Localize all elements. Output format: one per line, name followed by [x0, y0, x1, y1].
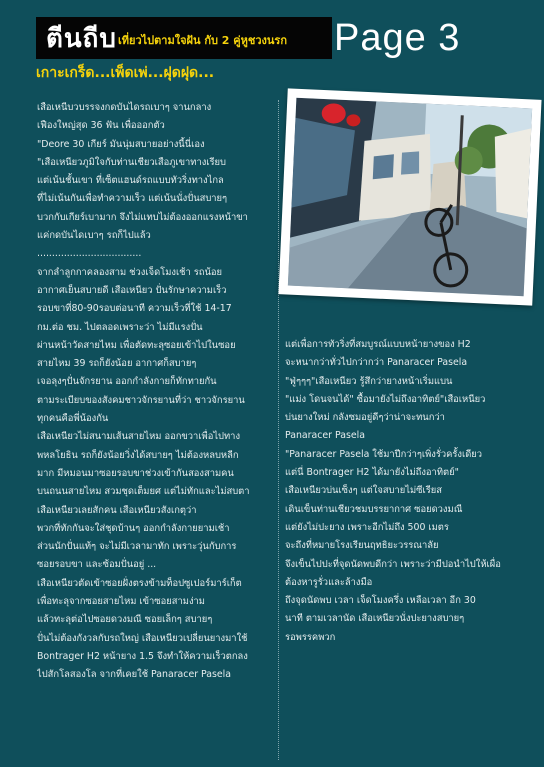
article-text-line: เสือเหนียวเลยสักคน เสือเหนียวสังเกตุว่า: [37, 504, 197, 516]
article-text-line: นาที ตามเวลานัด เสือเหนียวนั่งปะยางสบายๆ: [285, 613, 465, 625]
article-text-line: จากลำลูกกาคลองสาม ช่วงเจ็ดโมงเช้า รถน้อย: [37, 266, 223, 278]
article-text-line: พหลโยธิน รถก็ยังน้อยวิ่งได้สบายๆ ไม่ต้องหลบหลีก: [37, 449, 239, 461]
article-text-line: เสือเหนียวตัดเข้าซอยฝั่งตรงข้ามท็อปซูเปอร์มาร์เก็ต: [37, 577, 242, 589]
street-photo-illustration: [288, 98, 532, 297]
article-text-line: "ฟู่ๆๆๆ"เสือเหนียว รู้สึกว่ายางหน้าเริ่มแบน: [285, 375, 453, 387]
article-text-line: ตามระเบียบของสังคมชาวจักรยานที่ว่า ชาวจักรยาน: [37, 394, 245, 406]
article-text-line: แล้วทะลุต่อไปซอยดวงมณี ซอยเล็กๆ สบายๆ: [37, 614, 213, 626]
article-text-line: เพื่อทะลุจากซอยสายไหม เข้าซอยสามง่าม: [37, 596, 205, 608]
article-text-line: ...................................: [37, 248, 142, 260]
page-subtitle: เที่ยวไปตามใจฝัน กับ 2 คู่หูชวงนรก: [118, 34, 287, 47]
column-divider: [278, 100, 279, 760]
article-text-line: Bontrager H2 หน้ายาง 1.5 จึงทำให้ความเร็วตกลง: [37, 650, 248, 662]
article-text-line: แต่ยังไม่ปะยาง เพราะอีกไม่ถึง 500 เมตร: [285, 521, 449, 533]
article-text-line: เดินเข็นท่านเชียวชมบรรยากาศ ซอยดวงมณี: [285, 503, 463, 515]
article-right-column: [285, 336, 520, 647]
article-text-line: เสือเหนียวบ่นเซ็งๆ แต่ใจสบายไม่ซีเรียส: [285, 485, 442, 497]
page-number-label: Page 3: [334, 17, 461, 59]
article-text-line: บ่นยางใหม่ กลังซมอยู่ดีๆว่าน่าจะทนกว่า: [285, 412, 445, 424]
article-text-line: มาก มีหมอนมาซอยรอบขาช่วงเข้ากันสองสามคน: [37, 467, 234, 479]
article-text-line: แต่เน้นชั้นเขา ที่เซ็ตแฮนด์รถแบบทัวริ่งทางไกล: [37, 175, 224, 187]
article-text-line: จะหนากว่าทั่วไปกว่ากว่า Panaracer Pasela: [285, 357, 468, 369]
article-text-line: ผ่านหน้าวัดสายไหม เพื่อตัดทะลุซอยเข้าไปในซอย: [37, 339, 236, 351]
article-text-line: ส่วนนักปั่นแท้ๆ จะไม่มีเวลามาทัก เพราะวุ่นกับการ: [37, 541, 237, 553]
article-text-line: สายไหม 39 รถก็ยังน้อย อากาศก็สบายๆ: [37, 358, 197, 370]
article-text-line: เสือเหนียวไม่สนามเส้นสายไหม ออกขวาเพื่อไปทาง: [37, 431, 241, 443]
article-text-line: แต่เพื่อการทัวริ่งที่สมบูรณ์แบบหน้ายางของ H2: [285, 339, 471, 350]
photo-frame: [278, 88, 541, 305]
article-left-column: [37, 99, 271, 685]
article-text-line: ซอยรอบขา และซ้อมปั่นอยู่ ...: [37, 559, 157, 571]
article-text-line: บวกกับเกียร์เบามาก จึงไม่แทบไม่ต้องออกแรงหน้าขา: [37, 211, 248, 223]
article-text-line: อากาศเย็นสบายดี เสือเหนียว ปั่นรักษาความเร็ว: [37, 284, 227, 296]
article-text-line: ปั่นไม่ต้องกังวลกับรถใหญ่ เสือเหนียวเปลี่ยนยางมาใช้: [37, 632, 248, 644]
article-text-line: แต่นี่ Bontrager H2 ได้มายังไม่ถึงอาทิตย์": [285, 467, 459, 479]
street-photo-icon: [288, 98, 532, 297]
article-tagline: เกาะเกร็ด...เพ็ดเพ่...ฝุดฝุด...: [36, 65, 215, 81]
article-text-line: "เสือเหนียวภูมิใจกับท่านเชียวเสือภูเขาทางเรียบ: [37, 156, 226, 168]
article-text-line: เสือเหนีบวบรรจงกดบันไดรถเบาๆ จานกลาง: [37, 102, 212, 113]
article-text-line: "Panaracer Pasela ใช้มาปีกว่าๆเพิ่งรั่วครั้งเดียว: [285, 448, 483, 460]
article-text-line: จะถึงที่หมายโรงเรียนฤทธิยะวรรณาลัย: [285, 540, 439, 552]
article-text-line: ถึงจุดนัดพบ เวลา เจ็ดโมงครึ่ง เหลือเวลา อีก 30: [285, 595, 476, 607]
article-text-line: บนถนนสายไหม สวมชุดเต็มยศ แต่ไม่ทักและไม่สบตา: [37, 486, 250, 498]
article-text-line: Panaracer Pasela: [285, 430, 365, 442]
page-title: ตีนถีบ: [46, 24, 117, 54]
article-text-line: พวกที่ทักกันจะใส่ชุดบ้านๆ ออกกำลังกายยามเช้า: [37, 522, 230, 534]
article-text-line: เจอลุงๆปั่นจักรยาน ออกกำลังกายก็ทักทายกัน: [37, 376, 217, 388]
article-text-line: ที่ไม่เน้นกันเพื่อทำความเร็ว แต่เน้นนั่งปั่นสบายๆ: [37, 193, 228, 205]
article-text-line: รอบขาที่80-90รอบต่อนาที ความเร็วที่ใช้ 14-17: [37, 303, 232, 315]
article-text-line: แค่กดบันไดเบาๆ รถก็ไปแล้ว: [37, 230, 151, 242]
article-text-line: จึงเข็นไปปะที่จุดนัดพบดีกว่า เพราะว่ามีปอนำไปให้เผื่อ: [285, 558, 501, 570]
article-text-line: รอพรรคพวก: [285, 631, 336, 643]
article-text-line: ทุกคนคือพี่น้องกัน: [37, 413, 109, 425]
article-text-line: กม.ต่อ ชม. ไปตลอดเพราะว่า ไม่มีแรงปั่น: [37, 321, 203, 333]
article-text-line: ไปสักโลสองโล จากที่เคยใช้ Panaracer Pasela: [37, 669, 232, 681]
article-text-line: "Deore 30 เกียร์ มันนุ่มสบายอย่างนี้นี่เอง: [37, 138, 205, 150]
article-text-line: "แม่ง โดนจนได้" ซื้อมายังไม่ถึงอาทิตย์"เสือเหนียว: [285, 393, 486, 405]
article-text-line: ต้องหารูรั่วและล้างมือ: [285, 576, 373, 588]
article-text-line: เฟืองใหญ่สุด 36 ฟัน เพื่อออกตัว: [37, 120, 165, 132]
